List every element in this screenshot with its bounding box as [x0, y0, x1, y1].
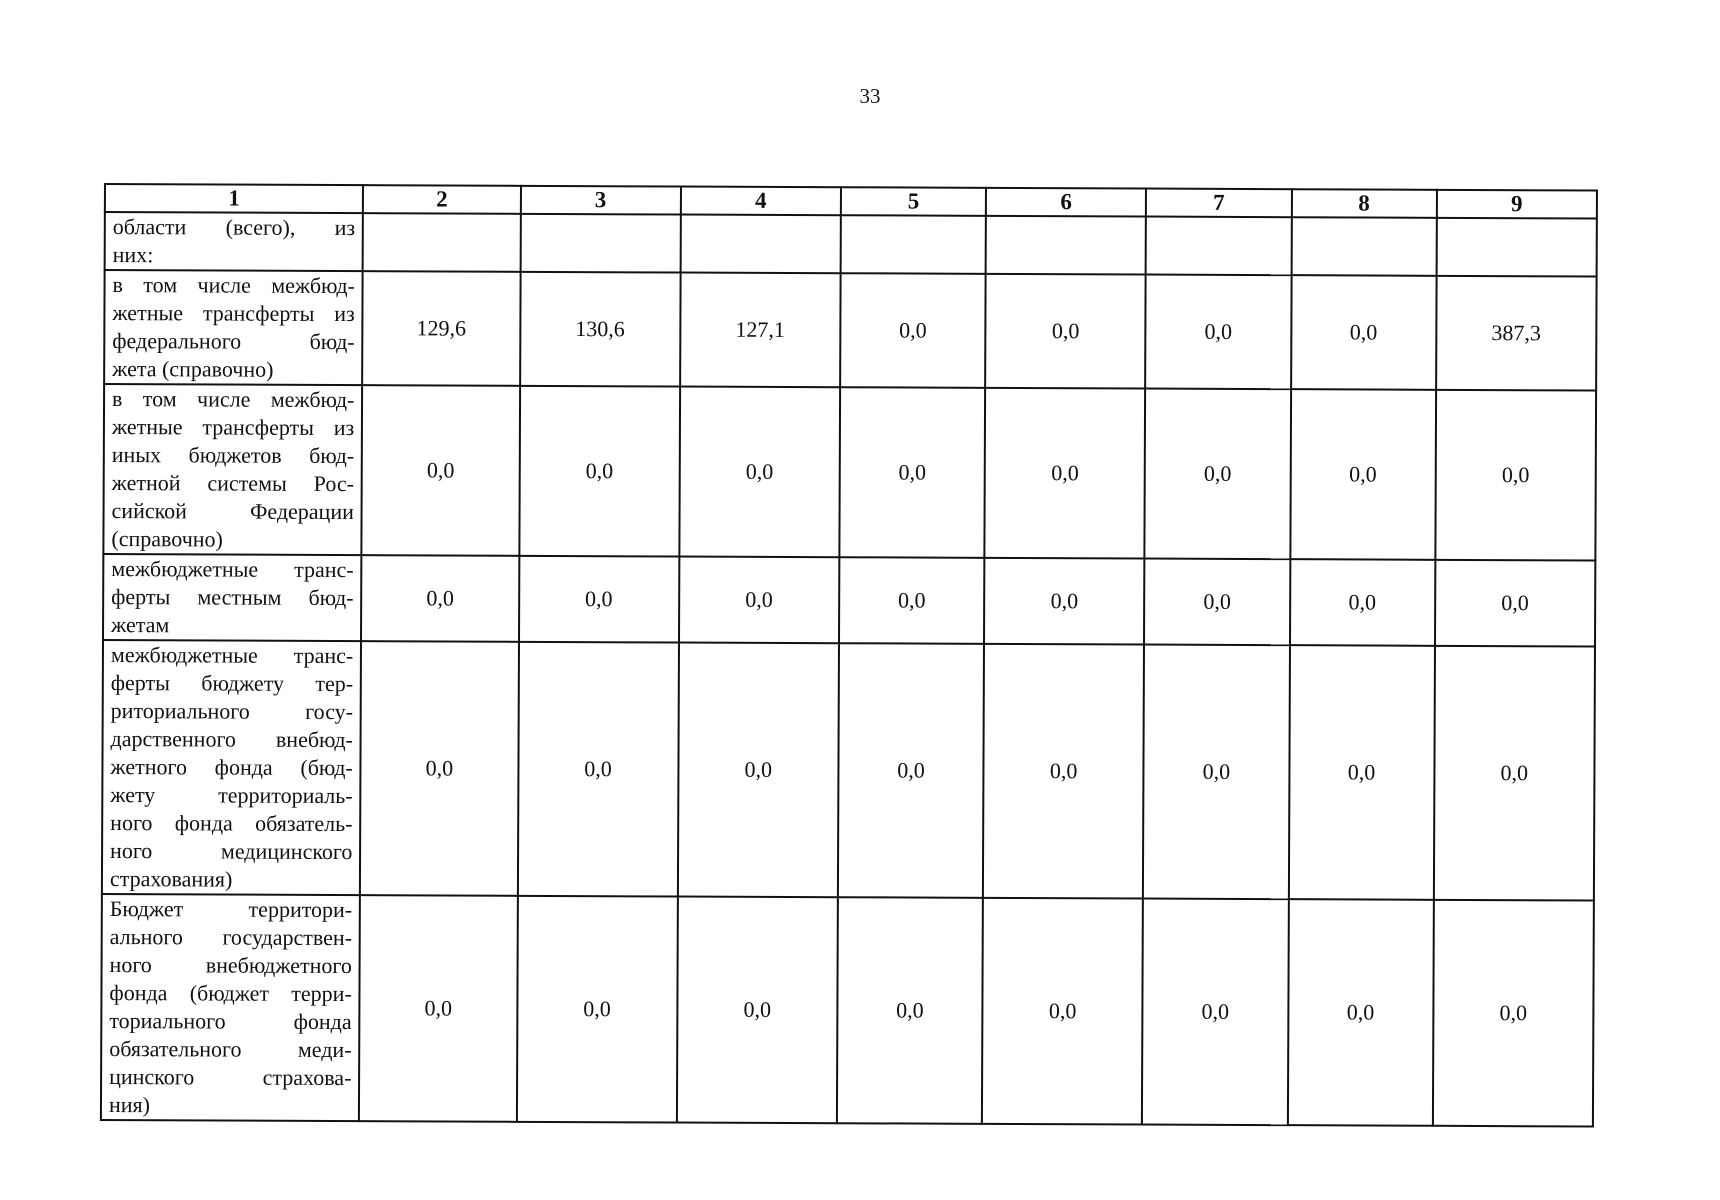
value-cell: 0,0	[837, 897, 983, 1124]
value-cell: 129,6	[362, 271, 520, 386]
value-cell: 0,0	[362, 385, 520, 556]
budget-table	[100, 183, 1598, 1128]
value-cell: 0,0	[1288, 645, 1434, 900]
value-cell	[680, 215, 840, 274]
value-cell: 0,0	[838, 643, 984, 898]
value-cell: 0,0	[519, 556, 680, 643]
row-label-line: (справочно)	[111, 526, 223, 552]
value-cell: 0,0	[519, 386, 680, 557]
row-label-line: жету территориаль-	[110, 782, 353, 809]
value-cell	[986, 216, 1146, 275]
value-cell: 0,0	[1433, 900, 1594, 1127]
value-cell	[363, 213, 520, 272]
row-label-line: страхования)	[109, 866, 233, 892]
row-label	[105, 212, 364, 271]
value-cell: 0,0	[1435, 390, 1596, 561]
value-cell: 0,0	[1287, 899, 1433, 1126]
column-header: 3	[520, 186, 680, 215]
row-label-line: ферты бюджету тер-	[110, 670, 354, 697]
value-cell: 0,0	[679, 557, 840, 644]
row-label-line: ного фонда обязатель-	[110, 810, 353, 837]
table-row	[104, 270, 1596, 391]
page-number: 33	[859, 84, 881, 108]
value-cell: 0,0	[678, 643, 839, 898]
value-cell: 130,6	[520, 272, 681, 387]
value-cell: 0,0	[983, 644, 1144, 899]
value-cell: 0,0	[985, 388, 1146, 559]
row-label-line: сийской Федерации	[111, 498, 354, 525]
value-cell: 0,0	[985, 274, 1146, 389]
value-cell: 0,0	[1290, 389, 1436, 560]
row-label-line: Бюджет территори-	[109, 896, 353, 923]
value-cell: 0,0	[517, 642, 678, 897]
value-cell: 0,0	[1290, 559, 1436, 646]
row-label-line: жетной системы Рос-	[111, 470, 355, 497]
value-cell	[1146, 217, 1291, 276]
value-cell: 127,1	[680, 273, 841, 388]
row-label-line: ферты местным бюд-	[111, 584, 354, 611]
row-label-line: иных бюджетов бюд-	[111, 442, 355, 469]
row-label-line: фонда (бюджет терри-	[109, 980, 352, 1007]
column-header: 9	[1437, 190, 1597, 219]
value-cell: 0,0	[1143, 645, 1289, 900]
value-cell: 0,0	[516, 896, 677, 1123]
row-label	[101, 894, 360, 1121]
row-label	[103, 554, 362, 641]
value-cell: 0,0	[677, 897, 838, 1124]
row-label-line: жетам	[111, 612, 170, 638]
table-row	[105, 212, 1597, 277]
value-cell	[520, 214, 680, 273]
row-label-line: обязательного меди-	[109, 1036, 352, 1063]
value-cell: 0,0	[1142, 899, 1288, 1126]
value-cell	[1291, 217, 1436, 276]
row-label-line: жетные трансферты из	[111, 414, 355, 441]
value-cell: 0,0	[1291, 275, 1437, 390]
row-label-line: риториального госу-	[110, 698, 354, 725]
value-cell: 0,0	[982, 898, 1143, 1125]
value-cell: 0,0	[1435, 560, 1596, 647]
value-cell: 0,0	[361, 555, 519, 642]
row-label-line: области (всего), из	[112, 214, 356, 241]
row-label-line: ния)	[108, 1092, 151, 1118]
column-header: 8	[1291, 189, 1436, 218]
row-label-line: межбюджетные транс-	[111, 556, 354, 583]
value-cell: 0,0	[1145, 275, 1291, 390]
row-label-line: жетного фонда (бюд-	[110, 754, 353, 781]
value-cell: 0,0	[984, 558, 1145, 645]
value-cell: 387,3	[1436, 276, 1597, 391]
row-label-line: в том числе межбюд-	[112, 272, 355, 299]
row-label	[103, 384, 362, 555]
row-label-line: ального государствен-	[109, 924, 353, 951]
value-cell	[1436, 218, 1597, 277]
row-label-line: цинского страхова-	[109, 1064, 352, 1091]
value-cell: 0,0	[1434, 646, 1595, 901]
value-cell: 0,0	[359, 895, 517, 1122]
column-header: 7	[1146, 189, 1291, 218]
value-cell: 0,0	[839, 387, 985, 558]
value-cell: 0,0	[1144, 559, 1290, 646]
table-row	[101, 894, 1594, 1127]
column-header: 1	[105, 184, 363, 213]
row-label-line: ного внебюджетного	[109, 952, 352, 979]
column-header: 6	[986, 188, 1146, 217]
table-row	[103, 554, 1595, 647]
value-cell: 0,0	[679, 387, 840, 558]
value-cell: 0,0	[1145, 389, 1291, 560]
row-label-line: жета (справочно)	[112, 356, 274, 382]
row-label	[102, 640, 361, 895]
value-cell: 0,0	[839, 557, 985, 644]
table-row	[103, 384, 1596, 561]
row-label-line: ного медицинского	[110, 838, 353, 865]
row-label-line: ториального фонда	[109, 1008, 352, 1035]
row-label-line: федерального бюд-	[112, 328, 355, 355]
row-label-line: в том числе межбюд-	[112, 386, 355, 413]
row-label	[104, 270, 363, 385]
row-label-line: них:	[112, 242, 154, 268]
table-row	[102, 640, 1595, 901]
column-header: 5	[841, 187, 986, 216]
value-cell	[841, 215, 986, 274]
row-label-line: жетные трансферты из	[112, 300, 355, 327]
column-header: 2	[363, 185, 520, 214]
value-cell: 0,0	[840, 273, 986, 388]
value-cell: 0,0	[360, 641, 518, 896]
column-header: 4	[681, 187, 841, 216]
row-label-line: дарственного внебюд-	[110, 726, 353, 753]
row-label-line: межбюджетные транс-	[110, 642, 354, 669]
